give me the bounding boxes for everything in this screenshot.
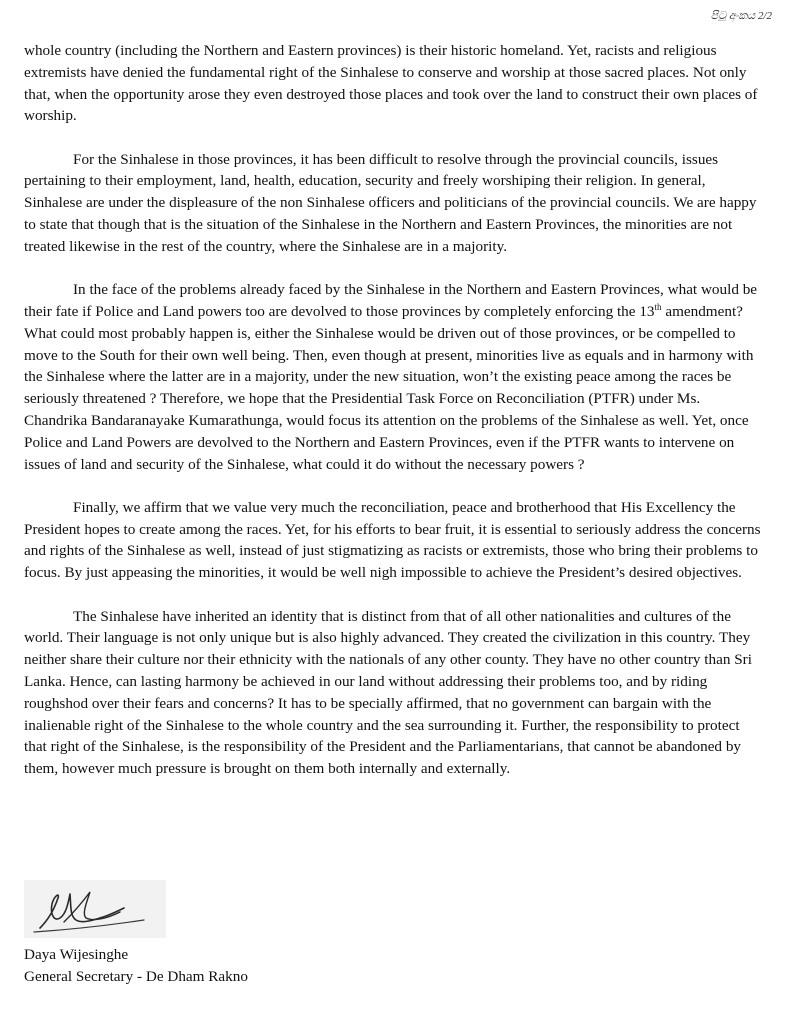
paragraph-3-part-2: amendment? What could most probably happen is, either the Sinhalese would be driven out of those provinces, or be compelled to move to the South for their own well being. Then, even though at present, minorities live as equals and in harmony with the Sinhalese where the latter are in a majority, under the new situation, won’t the existing peace among the races be seriously threatened ? Therefore, we hope that the Presidential Task Force on Reconciliation (PTFR) under Ms. Chandrika Bandaranayake Kumarathunga, would focus its attention on the problems of the Sinhalese as well. Yet, once Police and Land Powers are devolved to the Northern and Eastern Provinces, even if the PTFR wants to intervene on issues of land and security of the Sinhalese, what could it do without the necessary powers ? [24,302,754,473]
handwritten-signature [24,880,166,938]
signatory-name: Daya Wijesinghe [24,946,129,963]
paragraph-4: Finally, we affirm that we value very much the reconciliation, peace and brotherhood that His Excellency the President hopes to create among the races. Yet, for his efforts to bear fruit, it is essential to seriously address the concerns and rights of the Sinhalese as well, instead of just stigmatizing as racists or extremists, those who bring their problems to focus. By just appeasing the minorities, it would be well nigh impossible to achieve the President’s desired objectives. [24,498,761,582]
paragraph-3 [24,279,764,475]
paragraph-1: whole country (including the Northern and Eastern provinces) is their historic homeland. Yet, racists and religious extremists have denied the fundamental right of the Sinhalese to conserve and worship at those sacred places. Not only that, when the opportunity arose they even destroyed those places and took over the land to construct their own places of worship. [24,42,758,125]
paragraph-5: The Sinhalese have inherited an identity that is distinct from that of all other nationalities and cultures of the world. Their language is not only unique but is also highly advanced. They created the civilization in this country. They neither share their culture nor their ethnicity with the nationals of any other county. They have no other country than Sri Lanka. Hence, can lasting harmony be achieved in our land without addressing their problems too, and by riding roughshod over their fears and concerns? It has to be specially affirmed, that no government can bargain with the inalienable right of the Sinhalese to the whole country and the sea surrounding it. Further, the responsibility to protect that right of the Sinhalese, is the responsibility of the President and the Parliamentarians, that cannot be abandoned by them, however much pressure is brought on them both internally and externally. [24,607,752,778]
paragraph-3-part-1: In the face of the problems already faced by the Sinhalese in the Northern and Eastern Provinces, what would be their fate if Police and Land powers too are devolved to those provinces by completely enforcing the 13 [24,281,758,320]
page-number: පිටු අංකය 2/2 [710,10,772,22]
ordinal-suffix: th [654,301,662,312]
signatory-title: General Secretary - De Dham Rakno [24,968,248,985]
signoff [24,944,248,988]
paragraph-2: For the Sinhalese in those provinces, it has been difficult to resolve through the provincial councils, issues pertaining to their employment, land, health, education, security and freely worshiping their religion. In general, Sinhalese are under the displeasure of the non Sinhalese officers and politicians of the provincial councils. We are happy to state that though that is the situation of the Sinhalese in the Northern and Eastern Provinces, the minorities are not treated likewise in the rest of the country, where the Sinhalese are in a majority. [24,150,757,255]
letter-body [24,40,764,801]
